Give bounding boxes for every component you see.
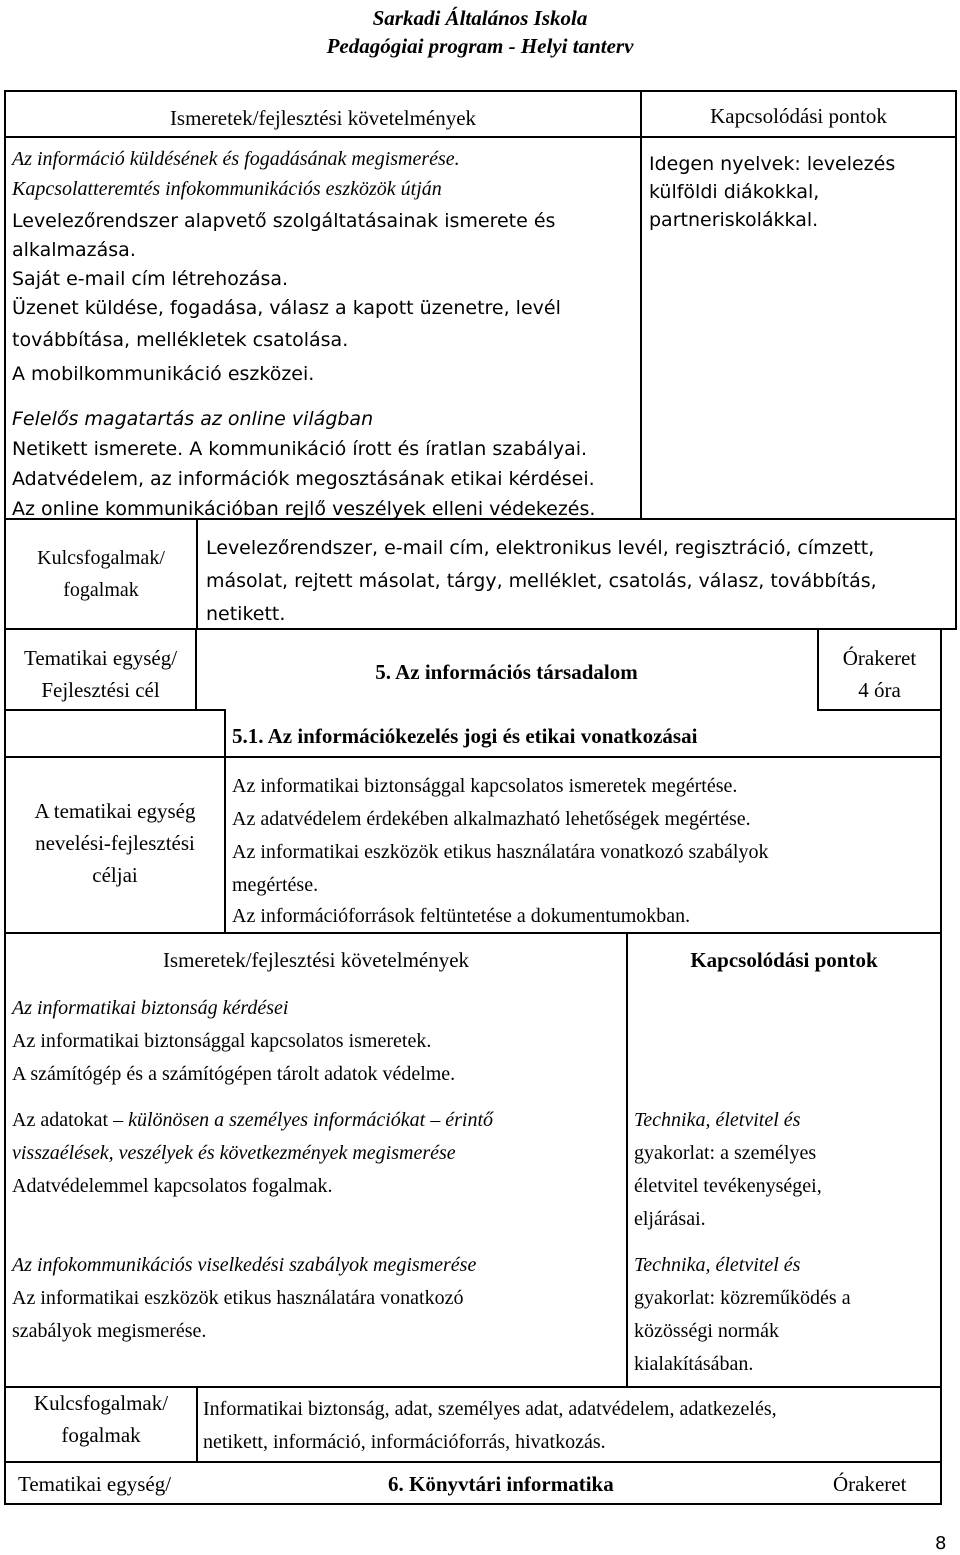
block1-line-1: Az informatikai biztonsággal kapcsolatos ismeretek. bbox=[12, 1030, 432, 1052]
conn3-line-0: gyakorlat: közreműködés a bbox=[634, 1287, 851, 1309]
goal-line-1: Az adatvédelem érdekében alkalmazható lehetőségek megértése. bbox=[232, 808, 751, 830]
conn3-title: Technika, életvitel és bbox=[634, 1254, 801, 1276]
block1-line-2: A számítógép és a számítógépen tárolt adatok védelme. bbox=[12, 1063, 456, 1085]
unit5-subtitle: 5.1. Az információkezelés jogi és etikai vonatkozásai bbox=[232, 724, 698, 748]
req-line-1: Kapcsolatteremtés infokommunikációs eszközök útján bbox=[12, 178, 442, 200]
conn2-line-1: életvitel tevékenységei, bbox=[634, 1175, 822, 1197]
key-line-2: netikett. bbox=[206, 603, 286, 625]
unit5-hours-value: 4 óra bbox=[858, 678, 901, 702]
conn2-title: Technika, életvitel és bbox=[634, 1109, 801, 1131]
conn3-line-2: kialakításában. bbox=[634, 1353, 754, 1375]
goal-line-3: megértése. bbox=[232, 874, 319, 896]
req-line-3: alkalmazása. bbox=[12, 239, 136, 261]
req2-line-3: Az online kommunikációban rejlő veszélyek elleni védekezés. bbox=[12, 498, 596, 520]
conn2-line-0: gyakorlat: a személyes bbox=[634, 1142, 817, 1164]
unit5-key-label-1: fogalmak bbox=[61, 1423, 141, 1447]
block3-line-1: Az informatikai eszközök etikus használatára vonatkozó bbox=[12, 1287, 464, 1309]
unit5-key-label-0: Kulcsfogalmak/ bbox=[33, 1391, 169, 1415]
unit5-col-heading-requirements: Ismeretek/fejlesztési követelmények bbox=[162, 948, 470, 972]
goal-line-0: Az informatikai biztonsággal kapcsolatos ismeretek megértése. bbox=[232, 775, 738, 797]
unit5-label-0: Tematikai egység/ bbox=[23, 646, 178, 670]
req-line-6: továbbítása, mellékletek csatolása. bbox=[12, 329, 349, 351]
block2-line-1: visszaélések, veszélyek és következmények megismerése bbox=[12, 1142, 456, 1164]
program-title: Pedagógiai program - Helyi tanterv bbox=[326, 34, 634, 58]
conn3-line-1: közösségi normák bbox=[634, 1320, 779, 1342]
conn-line-1: külföldi diákokkal, bbox=[649, 181, 820, 203]
key-line-1: másolat, rejtett másolat, tárgy, melléklet, csatolás, válasz, továbbítás, bbox=[206, 570, 877, 592]
req-line-0: Az információ küldésének és fogadásának megismerése. bbox=[12, 148, 460, 170]
block2-italic: különösen a személyes információkat – érintő bbox=[128, 1109, 494, 1131]
unit5-col-heading-connections: Kapcsolódási pontok bbox=[690, 948, 878, 972]
key-label-line-0: Kulcsfogalmak/ bbox=[37, 547, 165, 569]
req2-line-2: Adatvédelem, az információk megosztásának etikai kérdései. bbox=[12, 468, 595, 490]
goals-label-0: A tematikai egység bbox=[34, 799, 196, 823]
unit5-hours-label: Órakeret bbox=[842, 646, 917, 670]
goal-line-2: Az informatikai eszközök etikus használatára vonatkozó szabályok bbox=[232, 841, 769, 863]
req2-heading: Felelős magatartás az online világban bbox=[12, 408, 374, 430]
block2-line-0 bbox=[12, 1104, 493, 1137]
goal-line-4: Az információforrások feltüntetése a dokumentumokban. bbox=[232, 905, 691, 927]
unit5-key-line-0: Informatikai biztonság, adat, személyes adat, adatvédelem, adatkezelés, bbox=[203, 1398, 777, 1420]
unit6-label: Tematikai egység/ bbox=[18, 1472, 172, 1496]
req2-line-1: Netikett ismerete. A kommunikáció írott és íratlan szabályai. bbox=[12, 438, 588, 460]
req-line-7: A mobilkommunikáció eszközei. bbox=[12, 363, 315, 385]
school-name: Sarkadi Általános Iskola bbox=[372, 6, 588, 30]
block2-line-2: Adatvédelemmel kapcsolatos fogalmak. bbox=[12, 1175, 333, 1197]
col-heading-requirements: Ismeretek/fejlesztési követelmények bbox=[169, 106, 477, 130]
req-line-4: Saját e-mail cím létrehozása. bbox=[12, 268, 289, 290]
unit5-label-1: Fejlesztési cél bbox=[41, 678, 160, 702]
req-line-5: Üzenet küldése, fogadása, válasz a kapott üzenetre, levél bbox=[12, 297, 561, 319]
conn-line-2: partneriskolákkal. bbox=[649, 209, 819, 231]
unit6-hours-label: Órakeret bbox=[833, 1472, 907, 1496]
block3-line-2: szabályok megismerése. bbox=[12, 1320, 207, 1342]
key-line-0: Levelezőrendszer, e-mail cím, elektronikus levél, regisztráció, címzett, bbox=[206, 537, 875, 559]
goals-label-2: céljai bbox=[92, 863, 138, 887]
block1-heading: Az informatikai biztonság kérdései bbox=[12, 997, 289, 1019]
req-line-2: Levelezőrendszer alapvető szolgáltatásainak ismerete és bbox=[12, 210, 556, 232]
page-number: 8 bbox=[935, 1533, 947, 1554]
conn2-line-2: eljárásai. bbox=[634, 1208, 706, 1230]
unit5-key-line-1: netikett, információ, információforrás, hivatkozás. bbox=[203, 1431, 606, 1453]
block2-prefix: Az adatokat – bbox=[12, 1109, 129, 1131]
unit6-title: 6. Könyvtári informatika bbox=[388, 1472, 614, 1496]
col-heading-connections: Kapcsolódási pontok bbox=[710, 104, 887, 128]
unit5-title: 5. Az információs társadalom bbox=[375, 660, 638, 684]
goals-label-1: nevelési-fejlesztési bbox=[35, 831, 195, 855]
block3-heading: Az infokommunikációs viselkedési szabályok megismerése bbox=[12, 1254, 477, 1276]
key-label-line-1: fogalmak bbox=[63, 579, 139, 601]
conn-line-0: Idegen nyelvek: levelezés bbox=[649, 153, 896, 175]
